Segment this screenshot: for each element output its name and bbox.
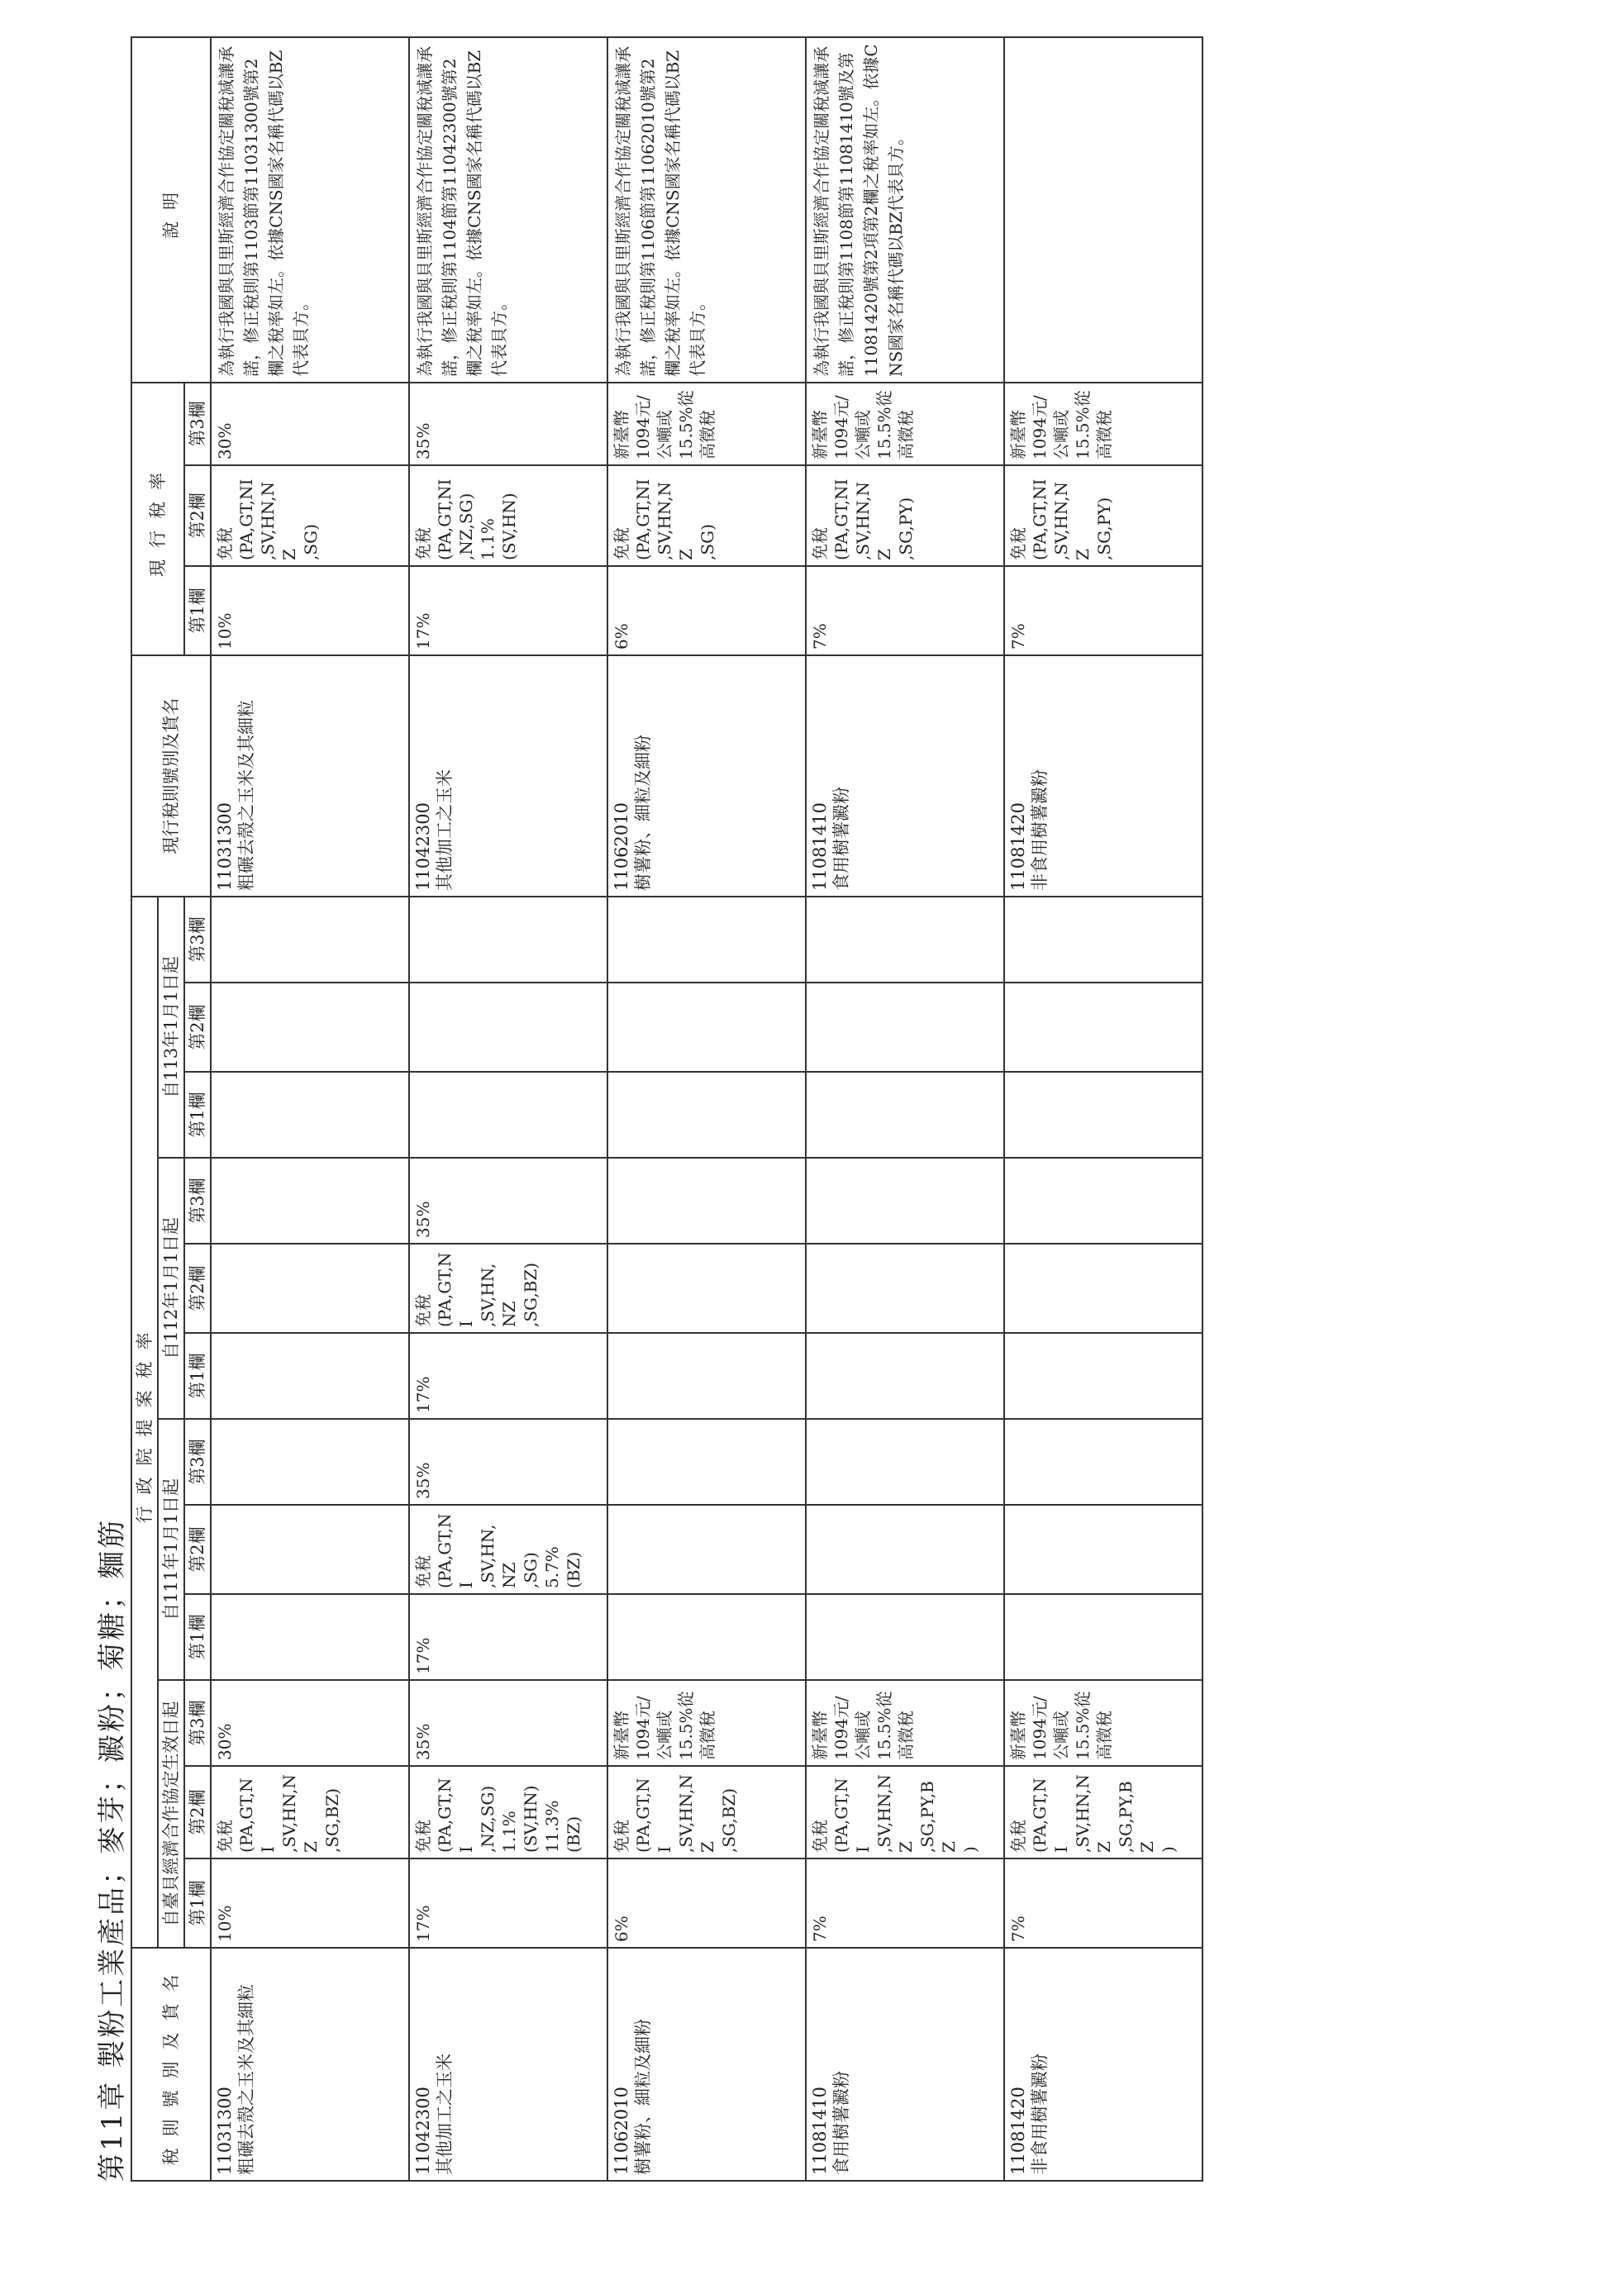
col3-header: 第3欄: [184, 897, 211, 983]
col3-header: 第3欄: [184, 1158, 211, 1244]
proposed-rate-p3-c2: [409, 983, 607, 1072]
proposed-rate-p0-c1: 10%: [211, 1859, 409, 1948]
proposed-rate-p2-c1: 17%: [409, 1333, 607, 1419]
table-row: [607, 37, 806, 2181]
proposed-item: [1004, 1948, 1203, 2181]
proposed-rate-p3-c1: [806, 1072, 1004, 1158]
chapter-title: 第11章 製粉工業產品；麥芽；澱粉；菊糖；麵筋: [96, 1517, 129, 2182]
proposed-name: 樹薯粉、細粒及細粉: [633, 2019, 653, 2175]
col2-header: 第2欄: [184, 465, 211, 566]
proposed-name: 食用樹薯澱粉: [831, 2071, 851, 2175]
proposed-rate-p2-c2: [806, 1244, 1004, 1333]
proposed-rate-p3-c3: [607, 897, 806, 983]
current-item: [409, 655, 607, 897]
table-row: [1004, 37, 1203, 2181]
proposed-code: 11081410: [810, 2087, 830, 2175]
proposed-rate-p0-c1: 7%: [806, 1859, 1004, 1948]
proposed-rate-p0-c1: 7%: [1004, 1859, 1203, 1948]
col1-header: 第1欄: [184, 566, 211, 655]
proposed-code: 11081420: [1008, 2087, 1028, 2175]
proposed-rate-p2-c3: [1004, 1158, 1203, 1244]
period-header-0: 自臺貝經濟合作協定生效日起: [158, 1680, 184, 1948]
current-item: [806, 655, 1004, 897]
current-rate-c3: 新臺幣 1094元/ 公噸或 15.5%從 高徵稅: [607, 383, 806, 465]
proposed-rate-p1-c2: [1004, 1505, 1203, 1594]
current-rate-c2: 免稅 (PA,GT,NI ,SV,HN,NZ ,SG,PY): [1004, 465, 1203, 566]
col1-header: 第1欄: [184, 1594, 211, 1680]
current-rate-c2: 免稅 (PA,GT,NI ,SV,HN,NZ ,SG): [211, 465, 409, 566]
proposed-rate-p1-c1: [607, 1594, 806, 1680]
proposed-rate-p1-c2: [211, 1505, 409, 1594]
current-code: 11081420: [1008, 802, 1028, 891]
current-rate-c2: 免稅 (PA,GT,NI ,NZ,SG) 1.1% (SV,HN): [409, 465, 607, 566]
current-name-header: 現行稅則號別及貨名: [131, 655, 211, 897]
col2-header: 第2欄: [184, 983, 211, 1072]
current-rate-c3: 新臺幣 1094元/ 公噸或 15.5%從 高徵稅: [1004, 383, 1203, 465]
col3-header: 第3欄: [184, 1419, 211, 1505]
col1-header: 第1欄: [184, 1859, 211, 1948]
proposed-rate-p3-c3: [409, 897, 607, 983]
proposed-rate-p0-c2: 免稅 (PA,GT,NI ,NZ,SG) 1.1% (SV,HN) 11.3% (BZ): [409, 1766, 607, 1859]
current-code: 11042300: [413, 802, 433, 891]
proposed-item: [409, 1948, 607, 2181]
col1-header: 第1欄: [184, 1333, 211, 1419]
current-code: 11081410: [810, 802, 830, 891]
proposed-rate-p0-c1: 17%: [409, 1859, 607, 1948]
proposed-rate-p3-c2: [607, 983, 806, 1072]
proposed-rate-p1-c2: [607, 1505, 806, 1594]
proposed-item: [607, 1948, 806, 2181]
proposed-rate-p0-c2: 免稅 (PA,GT,NI ,SV,HN,NZ ,SG,BZ): [211, 1766, 409, 1859]
period-header-2: 自112年1月1日起: [158, 1158, 184, 1419]
proposed-rate-p1-c1: 17%: [409, 1594, 607, 1680]
note-text: 為執行我國與貝里斯經濟合作協定關稅減讓承諾，修正稅則第1104節第11042300號第2欄之稅率如左。依據CNS國家名稱代碼以BZ代表貝方。: [409, 37, 607, 383]
proposed-rate-p0-c3: 新臺幣 1094元/ 公噸或 15.5%從 高徵稅: [806, 1680, 1004, 1766]
proposed-rate-p3-c1: [211, 1072, 409, 1158]
current-rate-c3: 35%: [409, 383, 607, 465]
proposed-rate-header: 行政院提案稅率: [131, 897, 158, 1948]
proposed-name: 非食用樹薯澱粉: [1030, 2054, 1050, 2175]
current-rate-c1: 17%: [409, 566, 607, 655]
current-rate-header: 現行稅率: [131, 383, 184, 655]
proposed-rate-p2-c1: [806, 1333, 1004, 1419]
proposed-rate-p2-c3: [607, 1158, 806, 1244]
current-item: [607, 655, 806, 897]
current-rate-c1: 6%: [607, 566, 806, 655]
current-code: 11062010: [612, 802, 631, 891]
proposed-item: [211, 1948, 409, 2181]
proposed-rate-p2-c1: [211, 1333, 409, 1419]
proposed-rate-p0-c2: 免稅 (PA,GT,NI ,SV,HN,NZ ,SG,PY,BZ ): [1004, 1766, 1203, 1859]
note-text: 為執行我國與貝里斯經濟合作協定關稅減讓承諾，修正稅則第1103節第11031300號第2欄之稅率如左。依據CNS國家名稱代碼以BZ代表貝方。: [211, 37, 409, 383]
proposed-rate-p0-c3: 新臺幣 1094元/ 公噸或 15.5%從 高徵稅: [1004, 1680, 1203, 1766]
current-rate-c1: 7%: [806, 566, 1004, 655]
proposed-rate-p1-c1: [211, 1594, 409, 1680]
note-header: 說明: [131, 37, 211, 383]
proposed-name-header: 稅則號別及貨名: [131, 1948, 211, 2181]
proposed-rate-p3-c1: [1004, 1072, 1203, 1158]
proposed-rate-p0-c1: 6%: [607, 1859, 806, 1948]
current-name: 非食用樹薯澱粉: [1030, 769, 1050, 891]
current-rate-c3: 新臺幣 1094元/ 公噸或 15.5%從 高徵稅: [806, 383, 1004, 465]
proposed-rate-p3-c1: [409, 1072, 607, 1158]
proposed-item: [806, 1948, 1004, 2181]
col2-header: 第2欄: [184, 1766, 211, 1859]
proposed-rate-p3-c2: [1004, 983, 1203, 1072]
proposed-rate-p2-c2: 免稅 (PA,GT,NI ,SV,HN,NZ ,SG,BZ): [409, 1244, 607, 1333]
proposed-rate-p2-c3: [806, 1158, 1004, 1244]
proposed-rate-p0-c3: 30%: [211, 1680, 409, 1766]
current-name: 其他加工之玉米: [435, 769, 455, 891]
proposed-rate-p2-c1: [1004, 1333, 1203, 1419]
proposed-rate-p3-c3: [1004, 897, 1203, 983]
current-rate-c3: 30%: [211, 383, 409, 465]
proposed-rate-p1-c3: 35%: [409, 1419, 607, 1505]
table-row: [409, 37, 607, 2181]
proposed-rate-p0-c3: 新臺幣 1094元/ 公噸或 15.5%從 高徵稅: [607, 1680, 806, 1766]
current-rate-c1: 10%: [211, 566, 409, 655]
proposed-rate-p1-c1: [806, 1594, 1004, 1680]
proposed-rate-p2-c2: [1004, 1244, 1203, 1333]
proposed-rate-p1-c2: 免稅 (PA,GT,NI ,SV,HN,NZ ,SG) 5.7% (BZ): [409, 1505, 607, 1594]
proposed-rate-p2-c2: [607, 1244, 806, 1333]
current-name: 粗碾去殼之玉米及其細粒: [236, 699, 256, 891]
tariff-table: [131, 36, 1203, 2182]
proposed-rate-p0-c2: 免稅 (PA,GT,NI ,SV,HN,NZ ,SG,PY,BZ ): [806, 1766, 1004, 1859]
proposed-rate-p2-c2: [211, 1244, 409, 1333]
proposed-rate-p0-c3: 35%: [409, 1680, 607, 1766]
proposed-name: 粗碾去殼之玉米及其細粒: [236, 1984, 256, 2175]
proposed-rate-p1-c1: [1004, 1594, 1203, 1680]
table-row: [211, 37, 409, 2181]
current-rate-c1: 7%: [1004, 566, 1203, 655]
proposed-code: 11062010: [612, 2087, 631, 2175]
proposed-rate-p3-c2: [806, 983, 1004, 1072]
proposed-rate-p1-c3: [806, 1419, 1004, 1505]
col2-header: 第2欄: [184, 1505, 211, 1594]
proposed-rate-p3-c3: [806, 897, 1004, 983]
proposed-rate-p0-c2: 免稅 (PA,GT,NI ,SV,HN,NZ ,SG,BZ): [607, 1766, 806, 1859]
current-rate-c2: 免稅 (PA,GT,NI ,SV,HN,NZ ,SG): [607, 465, 806, 566]
table-row: [806, 37, 1004, 2181]
proposed-rate-p1-c3: [211, 1419, 409, 1505]
col3-header: 第3欄: [184, 1680, 211, 1766]
proposed-rate-p1-c3: [607, 1419, 806, 1505]
current-item: [1004, 655, 1203, 897]
proposed-rate-p3-c1: [607, 1072, 806, 1158]
current-name: 食用樹薯澱粉: [831, 786, 851, 891]
proposed-rate-p1-c3: [1004, 1419, 1203, 1505]
proposed-rate-p2-c1: [607, 1333, 806, 1419]
note-text: 為執行我國與貝里斯經濟合作協定關稅減讓承諾，修正稅則第1108節第11081410號及第11081420號第2項第2欄之稅率如左。依據CNS國家名稱代碼以BZ代表貝方。: [806, 37, 1004, 383]
current-name: 樹薯粉、細粒及細粉: [633, 734, 653, 891]
current-rate-c2: 免稅 (PA,GT,NI ,SV,HN,NZ ,SG,PY): [806, 465, 1004, 566]
note-text: 為執行我國與貝里斯經濟合作協定關稅減讓承諾，修正稅則第1106節第11062010號第2欄之稅率如左。依據CNS國家名稱代碼以BZ代表貝方。: [607, 37, 806, 383]
col1-header: 第1欄: [184, 1072, 211, 1158]
proposed-rate-p2-c3: [211, 1158, 409, 1244]
current-code: 11031300: [215, 802, 235, 891]
period-header-3: 自113年1月1日起: [158, 897, 184, 1158]
proposed-name: 其他加工之玉米: [435, 2054, 455, 2175]
proposed-code: 11042300: [413, 2087, 433, 2175]
proposed-rate-p3-c2: [211, 983, 409, 1072]
period-header-1: 自111年1月1日起: [158, 1419, 184, 1680]
proposed-rate-p2-c3: 35%: [409, 1158, 607, 1244]
note-text: [1004, 37, 1203, 383]
proposed-code: 11031300: [215, 2087, 235, 2175]
current-item: [211, 655, 409, 897]
proposed-rate-p1-c2: [806, 1505, 1004, 1594]
col3-header: 第3欄: [184, 383, 211, 465]
col2-header: 第2欄: [184, 1244, 211, 1333]
proposed-rate-p3-c3: [211, 897, 409, 983]
